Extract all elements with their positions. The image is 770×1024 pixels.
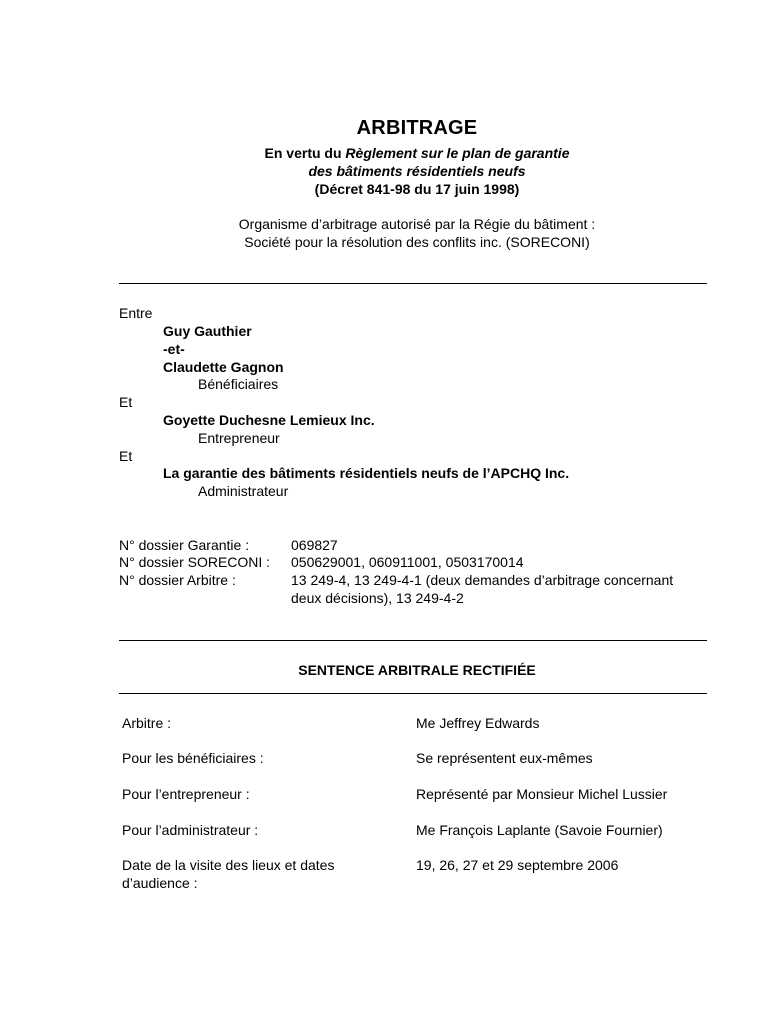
dossier-arbitre-value-cont: deux décisions), 13 249-4-2: [291, 590, 464, 606]
entre-label: Entre: [119, 305, 153, 321]
organization-line-2: Société pour la résolution des conflits inc. (SORECONI): [244, 234, 590, 250]
dossier-garantie-label: N° dossier Garantie :: [119, 537, 250, 553]
dossier-arbitre-value: 13 249-4, 13 249-4-1 (deux demandes d’arbitrage concernant: [291, 572, 674, 588]
beneficiaries-rep-label: Pour les bénéficiaires :: [122, 750, 264, 766]
beneficiary-2: Claudette Gagnon: [163, 359, 284, 375]
regulation-prefix: En vertu du: [264, 145, 346, 161]
administrator-rep-value: Me François Laplante (Savoie Fournier): [416, 822, 663, 838]
regulation-name-part1: Règlement sur le plan de garantie: [345, 145, 570, 161]
divider-2: [119, 640, 707, 641]
et-label-1: Et: [119, 394, 133, 410]
document-title: ARBITRAGE: [356, 117, 478, 139]
hearing-dates-value: 19, 26, 27 et 29 septembre 2006: [416, 857, 619, 873]
beneficiaries-role: Bénéficiaires: [198, 376, 279, 392]
divider-1: [119, 283, 707, 284]
administrator-role: Administrateur: [198, 483, 289, 499]
beneficiaries-rep-value: Se représentent eux-mêmes: [416, 750, 593, 766]
dossier-soreconi-value: 050629001, 060911001, 0503170014: [291, 554, 524, 570]
arbitrator-label: Arbitre :: [122, 715, 172, 731]
decree-line: (Décret 841-98 du 17 juin 1998): [314, 181, 520, 197]
contractor-role: Entrepreneur: [198, 430, 280, 446]
administrator-rep-label: Pour l’administrateur :: [122, 822, 259, 838]
sentence-title: SENTENCE ARBITRALE RECTIFIÉE: [298, 662, 536, 678]
contractor-rep-value: Représenté par Monsieur Michel Lussier: [416, 786, 668, 802]
regulation-name-part2: des bâtiments résidentiels neufs: [308, 163, 526, 179]
beneficiary-1: Guy Gauthier: [163, 323, 252, 339]
hearing-dates-label: Date de la visite des lieux et dates: [122, 857, 335, 873]
dossier-arbitre-label: N° dossier Arbitre :: [119, 572, 236, 588]
arbitrator-value: Me Jeffrey Edwards: [416, 715, 540, 731]
dossier-soreconi-label: N° dossier SORECONI :: [119, 554, 271, 570]
contractor-name: Goyette Duchesne Lemieux Inc.: [163, 412, 375, 428]
regulation-line-1: [0, 144, 770, 162]
contractor-rep-label: Pour l’entrepreneur :: [122, 786, 250, 802]
et-label-2: Et: [119, 448, 133, 464]
hearing-dates-label-cont: d’audience :: [122, 875, 198, 891]
regulation-line-2: [0, 162, 770, 180]
dossier-garantie-value: 069827: [291, 537, 338, 553]
administrator-name: La garantie des bâtiments résidentiels neufs de l’APCHQ Inc.: [163, 465, 570, 481]
and-separator: -et-: [163, 341, 185, 357]
organization-line-1: Organisme d’arbitrage autorisé par la Régie du bâtiment :: [238, 216, 596, 232]
divider-3: [119, 693, 707, 694]
